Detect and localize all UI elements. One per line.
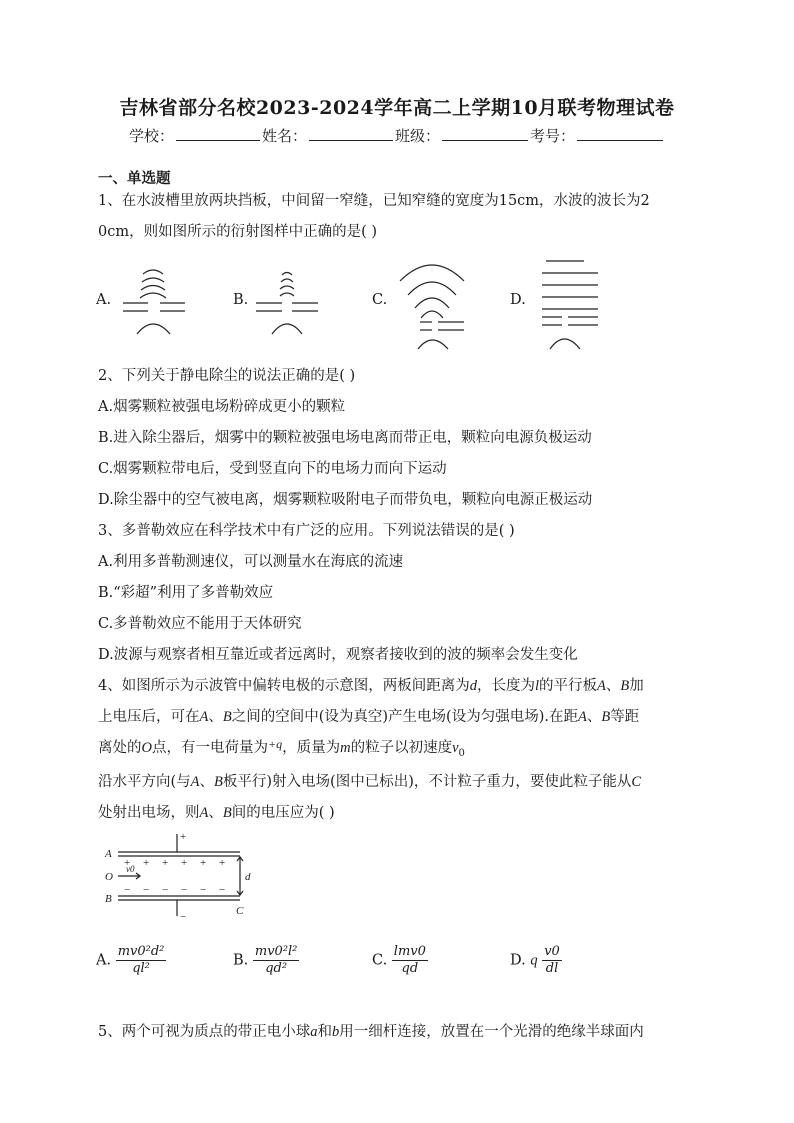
fig-label-a: A bbox=[105, 848, 112, 860]
q3-option-b[interactable]: B.“彩超”利用了多普勒效应 bbox=[98, 585, 274, 601]
q3-option-a[interactable]: A.利用多普勒测速仪，可以测量水在海底的流速 bbox=[98, 554, 404, 570]
svg-text:+: + bbox=[162, 857, 169, 869]
q3-stem: 3、多普勒效应在科学技术中有广泛的应用。下列说法错误的是( ) bbox=[98, 523, 515, 539]
q1-option-a-label[interactable]: A. bbox=[96, 292, 112, 308]
q4-option-a[interactable]: A. $\frac{\text{mv0²d²}}{\text{ql²}}$ bbox=[96, 944, 165, 976]
q1-option-d-label[interactable]: D. bbox=[510, 292, 526, 308]
q1-option-b-label[interactable]: B. bbox=[233, 292, 249, 308]
svg-text:+: + bbox=[200, 857, 207, 869]
q4-option-b[interactable]: B. $\frac{\text{mv0²l²}}{\text{qd²}}$ bbox=[233, 944, 298, 976]
school-blank[interactable] bbox=[176, 126, 260, 141]
q2-stem: 2、下列关于静电除尘的说法正确的是( ) bbox=[98, 368, 356, 384]
fig-plus-top: + bbox=[180, 831, 187, 843]
q2-option-d[interactable]: D.除尘器中的空气被电离，烟雾颗粒吸附电子而带负电，颗粒向电源正极运动 bbox=[98, 492, 593, 508]
name-label: 姓名： bbox=[261, 127, 307, 145]
exam-no-label: 考号： bbox=[530, 127, 576, 145]
q5-stem-line1: 5、两个可视为质点的带正电小球a和b用一细杆连接，放置在一个光滑的绝缘半球面内 bbox=[98, 1024, 644, 1040]
fig-label-o: O bbox=[105, 871, 113, 883]
svg-text:−: − bbox=[181, 884, 188, 896]
svg-text:−: − bbox=[162, 884, 169, 896]
school-label: 学校： bbox=[128, 127, 174, 145]
q3-option-c[interactable]: C.多普勒效应不能用于天体研究 bbox=[98, 616, 302, 632]
svg-text:−: − bbox=[219, 884, 226, 896]
q1-option-c-label[interactable]: C. bbox=[372, 292, 388, 308]
class-blank[interactable] bbox=[442, 126, 528, 141]
fig-label-b: B bbox=[105, 893, 112, 905]
q2-option-c[interactable]: C.烟雾颗粒带电后，受到竖直向下的电场力而向下运动 bbox=[98, 461, 447, 477]
q4-stem-line5: 处射出电场，则A、B间的电压应为( ) bbox=[98, 805, 335, 821]
fig-label-v0: v0 bbox=[126, 864, 135, 874]
exam-title: 吉林省部分名校2023-2024学年高二上学期10月联考物理试卷 bbox=[119, 97, 675, 119]
section-heading-single-choice: 一、单选题 bbox=[98, 170, 171, 187]
q1-figure-b bbox=[252, 262, 332, 346]
svg-text:−: − bbox=[200, 884, 207, 896]
q1-stem-line2: 0cm，则如图所示的衍射图样中正确的是( ) bbox=[98, 224, 378, 240]
fig-label-c: C bbox=[236, 905, 244, 917]
exam-no-blank[interactable] bbox=[577, 126, 663, 141]
fig-label-d: d bbox=[245, 871, 251, 883]
q4-deflection-plates-figure bbox=[100, 830, 260, 922]
svg-text:−: − bbox=[124, 884, 131, 896]
q4-option-d[interactable]: D. q $\frac{v0}{dl}$ bbox=[510, 944, 560, 976]
class-label: 班级： bbox=[395, 127, 441, 145]
q2-option-b[interactable]: B.进入除尘器后，烟雾中的颗粒被强电场电离而带正电，颗粒向电源负极运动 bbox=[98, 430, 592, 446]
q2-option-a[interactable]: A.烟雾颗粒被强电场粉碎成更小的颗粒 bbox=[98, 399, 346, 415]
fig-minus-bottom: − bbox=[180, 911, 187, 922]
student-info-row bbox=[0, 125, 794, 146]
q3-option-d[interactable]: D.波源与观察者相互靠近或者远离时，观察者接收到的波的频率会发生变化 bbox=[98, 647, 578, 663]
svg-text:−: − bbox=[143, 884, 150, 896]
name-blank[interactable] bbox=[309, 126, 393, 141]
q4-option-c[interactable]: C. $\frac{\text{lmv0}}{qd}$ bbox=[372, 944, 426, 976]
q1-figure-c bbox=[390, 253, 480, 353]
q4-stem-line4: 沿水平方向(与A、B板平行)射入电场(图中已标出)，不计粒子重力，要使此粒子能从C bbox=[98, 774, 642, 790]
svg-text:+: + bbox=[219, 857, 226, 869]
q4-stem-line1: 4、如图所示为示波管中偏转电极的示意图，两板间距离为d，长度为l的平行板A、B加 bbox=[98, 678, 644, 694]
svg-text:+: + bbox=[143, 857, 150, 869]
svg-text:+: + bbox=[124, 857, 131, 869]
q4-stem-line3: 离处的O点，有一电荷量为$^{+q}$，质量为m的粒子以初速度$v_0$ bbox=[98, 737, 465, 759]
q1-figure-a bbox=[115, 262, 195, 346]
q1-stem-line1: 1、在水波槽里放两块挡板，中间留一窄缝，已知窄缝的宽度为15cm，水波的波长为2 bbox=[98, 193, 650, 209]
q4-stem-line2: 上电压后，可在A、B之间的空间中(设为真空)产生电场(设为匀强电场).在距A、B等距 bbox=[98, 709, 640, 725]
q1-figure-d bbox=[532, 255, 612, 353]
svg-text:+: + bbox=[181, 857, 188, 869]
